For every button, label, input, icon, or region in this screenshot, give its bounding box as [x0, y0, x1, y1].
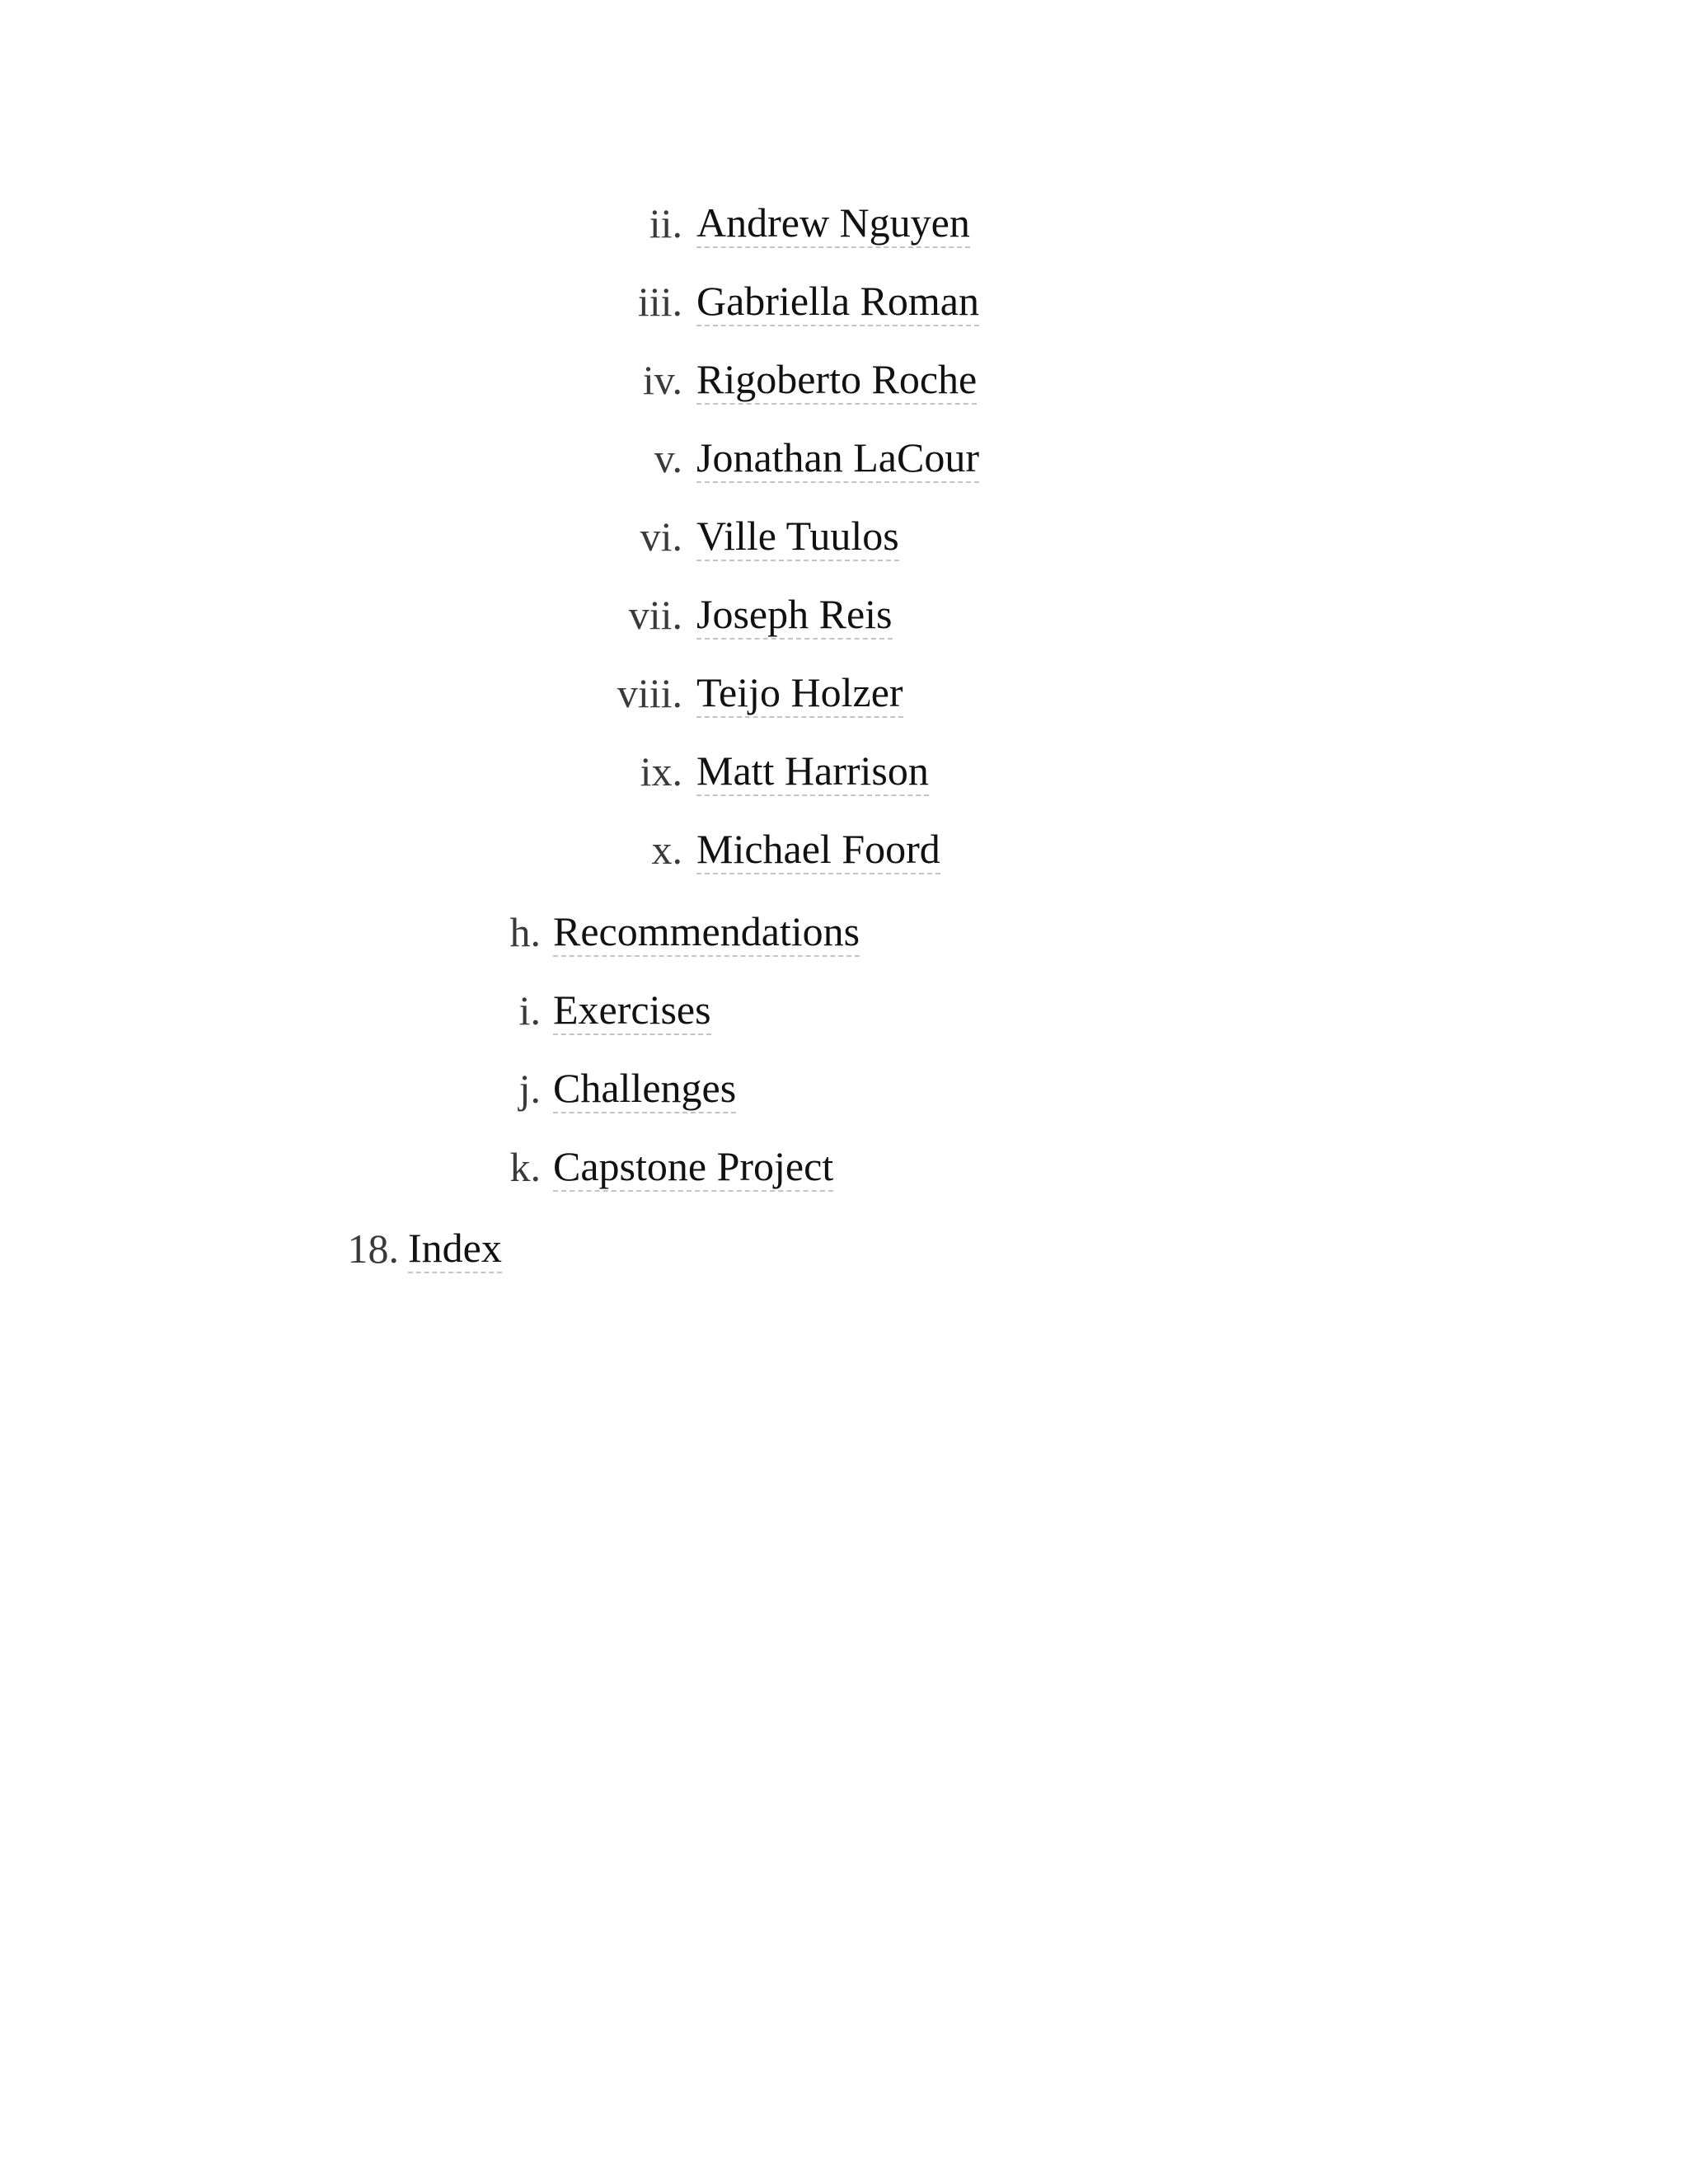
toc-entry-number: iii.	[637, 279, 682, 325]
toc-entry-number: i.	[518, 987, 541, 1033]
toc-link-joseph-reis[interactable]: Joseph Reis	[696, 582, 893, 640]
toc-link-ville-tuulos[interactable]: Ville Tuulos	[696, 504, 899, 561]
toc-link-exercises[interactable]: Exercises	[553, 977, 711, 1035]
toc-entry-number: viii.	[617, 670, 682, 716]
toc-entry	[0, 1056, 1688, 1122]
toc-entry-number: k.	[509, 1144, 541, 1190]
toc-link-gabriella-roman[interactable]: Gabriella Roman	[696, 269, 979, 326]
toc-entry	[0, 347, 1688, 413]
toc-entry	[0, 425, 1688, 491]
toc-entry	[0, 190, 1688, 256]
toc-entry-number: h.	[509, 909, 541, 955]
toc-link-andrew-nguyen[interactable]: Andrew Nguyen	[696, 190, 970, 248]
toc-entry-number: v.	[654, 435, 682, 481]
toc-link-rigoberto-roche[interactable]: Rigoberto Roche	[696, 347, 977, 405]
toc-entry	[0, 504, 1688, 569]
toc-entry	[0, 817, 1688, 883]
toc-entry	[0, 977, 1688, 1043]
toc-entry-number: ix.	[640, 748, 682, 794]
toc-entry-number: iv.	[642, 357, 682, 403]
toc-entry-number: ii.	[649, 200, 682, 246]
toc-link-recommendations[interactable]: Recommendations	[553, 899, 860, 957]
toc-entry-number: j.	[518, 1066, 541, 1112]
toc-link-matt-harrison[interactable]: Matt Harrison	[696, 738, 929, 796]
toc-link-jonathan-lacour[interactable]: Jonathan LaCour	[696, 425, 979, 483]
toc-entry	[0, 660, 1688, 726]
toc-link-michael-foord[interactable]: Michael Foord	[696, 817, 940, 874]
toc-entry-number: vii.	[628, 592, 682, 638]
toc-link-teijo-holzer[interactable]: Teijo Holzer	[696, 660, 903, 718]
toc-entry-number: vi.	[640, 513, 682, 560]
toc-entry-number: 18.	[347, 1226, 399, 1272]
toc-link-capstone-project[interactable]: Capstone Project	[553, 1134, 833, 1192]
toc-entry	[0, 1134, 1688, 1200]
toc-entry	[0, 899, 1688, 965]
toc-link-index[interactable]: Index	[408, 1216, 502, 1273]
toc-entry	[0, 738, 1688, 804]
toc-entry-number: x.	[651, 827, 682, 873]
toc-link-challenges[interactable]: Challenges	[553, 1056, 736, 1113]
toc-entry	[0, 269, 1688, 335]
toc-entry	[0, 1216, 1688, 1282]
toc-entry	[0, 582, 1688, 648]
